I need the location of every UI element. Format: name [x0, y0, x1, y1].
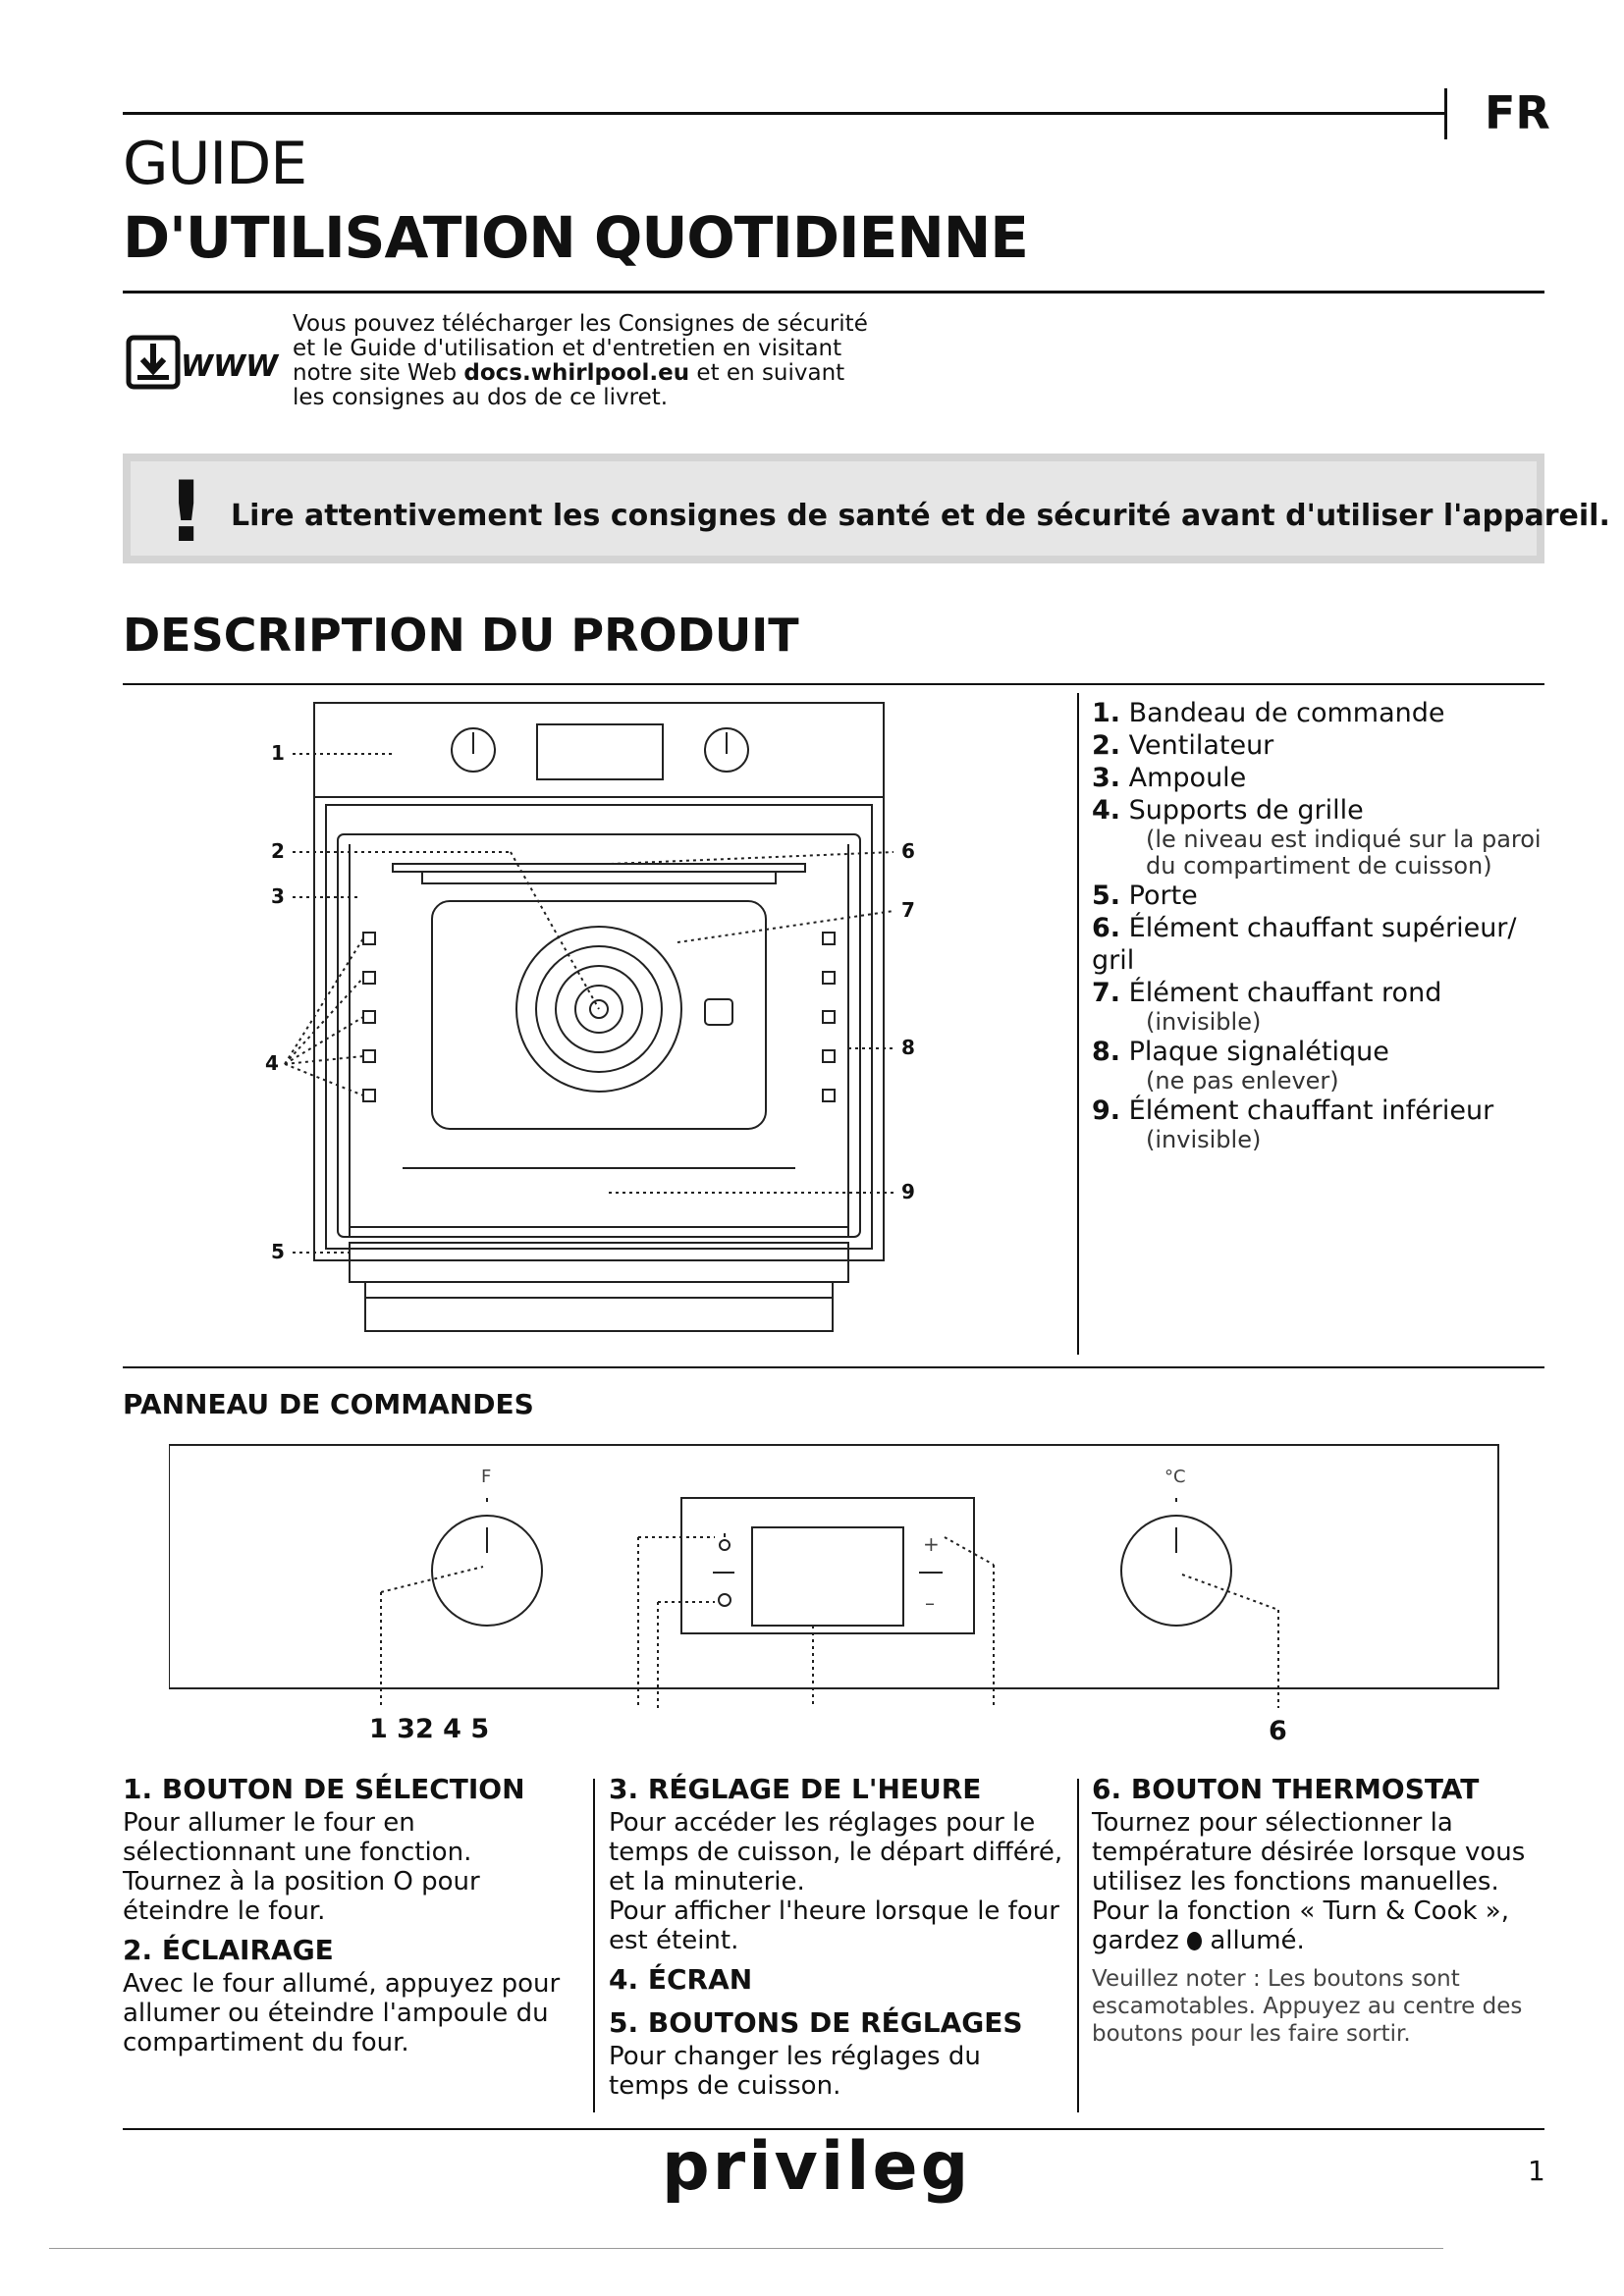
text-setting-buttons: Pour changer les réglages du temps de cuisson. [609, 2042, 981, 2101]
description-divider [1077, 693, 1079, 1355]
callout-1: 1 [271, 741, 285, 765]
page-title-line1: GUIDE [123, 130, 307, 198]
panel-rule [123, 1366, 1544, 1368]
panel-callout-right: 6 [1269, 1716, 1287, 1746]
page-number: 1 [1528, 2155, 1545, 2187]
top-rule-tick [1444, 88, 1447, 139]
list-item: 8. Plaque signalétique (ne pas enlever) [1092, 1037, 1389, 1095]
column-1 [123, 1775, 574, 2067]
brand-logo [658, 2132, 1011, 2211]
svg-text:privileg: privileg [662, 2132, 972, 2206]
list-item: 6. Élément chauffant supérieur/ gril [1092, 913, 1517, 976]
page-title-line2: D'UTILISATION QUOTIDIENNE [123, 204, 1028, 271]
list-item: 4. Supports de grille (le niveau est indiqué sur la paroi du compartiment de cuisson) [1092, 795, 1542, 880]
minus-label: – [925, 1591, 935, 1615]
website-link[interactable]: docs.whirlpool.eu [463, 360, 690, 386]
callout-4: 4 [265, 1051, 279, 1075]
parts-list [1092, 697, 1553, 1153]
warning-text: Lire attentivement les consignes de santé et de sécurité avant d'utiliser l'appareil. [231, 499, 1610, 533]
control-panel-diagram [169, 1443, 1504, 1747]
callout-6: 6 [901, 839, 915, 863]
callout-7: 7 [901, 898, 915, 922]
column-divider-1 [593, 1779, 595, 2112]
knob-right-label: °C [1164, 1467, 1186, 1487]
column-divider-2 [1077, 1779, 1079, 2112]
heading-selection-button: 1. BOUTON DE SÉLECTION [123, 1773, 525, 1805]
callout-3: 3 [271, 884, 285, 908]
list-item: 5. Porte [1092, 881, 1198, 911]
list-item: 3. Ampoule [1092, 763, 1247, 793]
text-thermostat: Tournez pour sélectionner la température désirée lorsque vous utilisez les fonctions manuelles. Pour la fonction « Turn & Cook », gardez allumé. [1092, 1808, 1526, 1955]
text-clock-setting: Pour accéder les réglages pour le temps de cuisson, le départ différé, et la minuterie. Pour afficher l'heure lorsque le four est éteint. [609, 1808, 1063, 1955]
heading-clock-setting: 3. RÉGLAGE DE L'HEURE [609, 1773, 982, 1805]
callout-2: 2 [271, 839, 285, 863]
text-lighting: Avec le four allumé, appuyez pour allumer ou éteindre l'ampoule du compartiment du four. [123, 1969, 561, 2057]
download-icon [126, 332, 281, 395]
bottom-rule [49, 2248, 1443, 2249]
callout-5: 5 [271, 1240, 285, 1263]
section-title-description: DESCRIPTION DU PRODUIT [123, 609, 799, 662]
off-position-symbol: O [393, 1867, 413, 1896]
warning-icon: ! [167, 463, 206, 561]
heading-setting-buttons: 5. BOUTONS DE RÉGLAGES [609, 2006, 1023, 2039]
language-label: FR [1485, 86, 1550, 139]
section-title-panel: PANNEAU DE COMMANDES [123, 1388, 534, 1420]
heading-lighting: 2. ÉCLAIRAGE [123, 1934, 334, 1966]
heading-thermostat: 6. BOUTON THERMOSTAT [1092, 1773, 1480, 1805]
download-notice [293, 312, 901, 410]
download-line-3: notre site Web docs.whirlpool.eu et en suivant [293, 360, 845, 386]
column-2 [609, 1775, 1065, 2110]
text-selection-button: Pour allumer le four en sélectionnant une fonction. Tournez à la position O pour éteindre le four. [123, 1808, 480, 1926]
turn-cook-dot-icon [1187, 1932, 1202, 1950]
footer-rule [123, 2128, 1544, 2130]
column-3 [1092, 1775, 1534, 2057]
oven-diagram [265, 697, 952, 1345]
list-item: 2. Ventilateur [1092, 730, 1274, 761]
download-line-1: Vous pouvez télécharger les Consignes de sécurité [293, 311, 868, 337]
description-rule [123, 683, 1544, 685]
list-item: 9. Élément chauffant inférieur (invisible) [1092, 1095, 1494, 1153]
callout-9: 9 [901, 1180, 915, 1203]
top-rule [123, 112, 1446, 115]
list-item: 1. Bandeau de commande [1092, 698, 1445, 728]
callout-8: 8 [901, 1036, 915, 1059]
note-thermostat: Veuillez noter : Les boutons sont escamotables. Appuyez au centre des boutons pour les faire sortir. [1092, 1966, 1523, 2047]
download-icon-label: WWW [181, 349, 279, 384]
title-rule [123, 291, 1544, 294]
knob-left-label: F [481, 1467, 492, 1487]
download-line-2: et le Guide d'utilisation et d'entretien en visitant [293, 336, 842, 361]
plus-label: + [923, 1532, 940, 1556]
download-line-4: les consignes au dos de ce livret. [293, 385, 669, 410]
heading-display: 4. ÉCRAN [609, 1963, 753, 1996]
panel-callout-left: 1 32 4 5 [369, 1714, 490, 1744]
list-item: 7. Élément chauffant rond (invisible) [1092, 978, 1442, 1036]
